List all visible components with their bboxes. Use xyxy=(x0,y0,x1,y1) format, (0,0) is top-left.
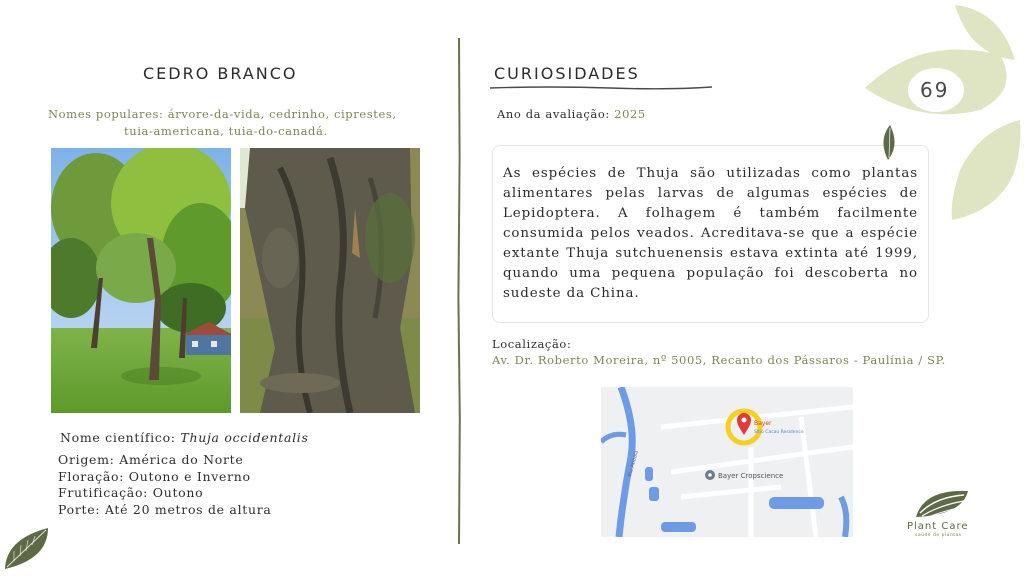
tree-photo xyxy=(51,148,231,413)
location-map[interactable] xyxy=(601,387,853,537)
scientific-name: Thuja occidentalis xyxy=(180,430,309,445)
location-label: Localização: xyxy=(492,337,572,351)
species-facts xyxy=(58,452,272,518)
evaluation-year: 2025 xyxy=(614,107,646,121)
map-place-label: Bayer Cropscience xyxy=(718,472,784,480)
map-pin-label: Bayer xyxy=(754,420,772,427)
scientific-name-row xyxy=(60,430,309,445)
leaf-decoration-icon xyxy=(2,525,52,571)
size: Porte: Até 20 metros de altura xyxy=(58,501,272,517)
trunk-photo xyxy=(240,148,420,413)
popular-names-line1: Nomes populares: árvore-da-vida, cedrinho, ciprestes, xyxy=(48,107,397,121)
scientific-label: Nome científico: xyxy=(60,430,176,445)
curiosity-text: As espécies de Thuja são utilizadas como plantas alimentares pelas larvas de algumas espécies de Lepidoptera. A folhagem é também facilmente consumida pelos veados. Acreditava-se que a espécie extante Thuja sutchuenensis estava extinta até 1999, quando uma pequena população foi descoberta no sudeste da China. xyxy=(503,166,918,301)
species-title: CEDRO BRANCO xyxy=(143,64,298,83)
column-divider xyxy=(457,38,461,544)
brand-name: Plant Care xyxy=(907,521,969,532)
title-underline xyxy=(490,85,712,91)
leaves-decoration-icon xyxy=(860,0,1024,225)
curiosities-title: CURIOSIDADES xyxy=(494,64,640,83)
origin: Origem: América do Norte xyxy=(58,452,244,467)
map-pin-sublabel: Sítio Cacao Residence xyxy=(754,430,804,435)
plant-care-logo-icon xyxy=(914,487,970,519)
fruiting: Frutificação: Outono xyxy=(58,485,204,500)
evaluation-label: Ano da avaliação: xyxy=(497,107,610,121)
map-road-label: Rio Atibaia xyxy=(627,449,640,478)
evaluation-row xyxy=(497,107,646,121)
popular-names-line2: tuia-americana, tuia-do-canadá. xyxy=(124,124,328,138)
brand-tagline: saúde de plantas xyxy=(915,533,962,538)
flowering: Floração: Outono e Inverno xyxy=(58,468,251,484)
page-number: 69 xyxy=(920,78,950,102)
location-address: Av. Dr. Roberto Moreira, nº 5005, Recanto dos Pássaros - Paulínia / SP. xyxy=(492,353,946,367)
